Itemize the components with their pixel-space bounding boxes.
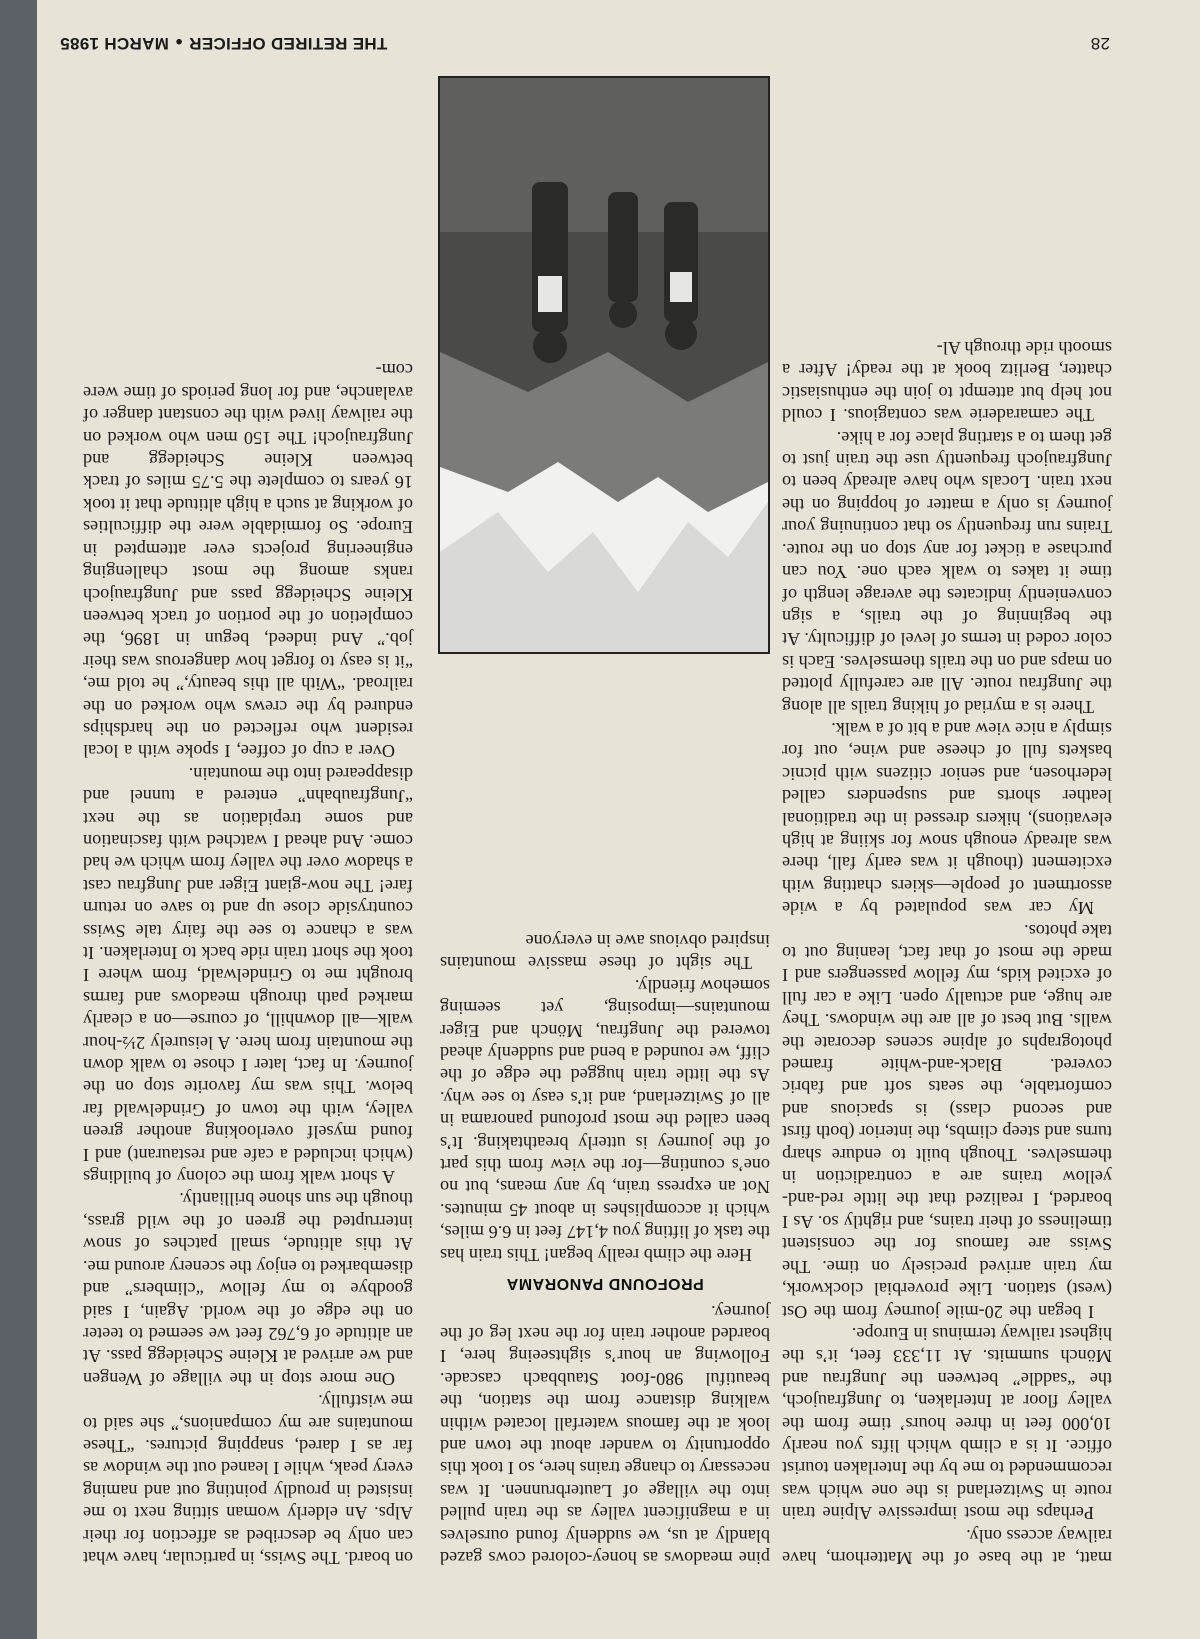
text-column-left: [782, 337, 1112, 1569]
paragraph: A short walk from the colony of buildings (which included a cafe and restaurant) and I found myself overlooking another green valley, with the town of Grindelwald far below. This was my favorite stop on the journey. In fact, later I chose to walk down the mountain from here. A leisurely 2½-hour walk—all downhill, of course—on a clearly marked path through meadows and farms brought me to Grindelwald, from where I took the short train ride back to Interlaken. It was a chance to see the fairy tale Swiss countryside close up and to save on return fare! The now-giant Eiger and Jungfrau cast a shadow over the valley from which we had come. And ahead I watched with fascination and some trepidation as the next “Jungfraubahn” entered a tunnel and disappeared into the mountain.: [83, 763, 413, 1188]
text-column-middle: [440, 930, 770, 1569]
magazine-page: [37, 0, 1200, 1639]
paragraph: The sight of these massive mountains inspired obvious awe in everyone: [440, 931, 770, 974]
paragraph: Here the climb really began! This train has the task of lifting you 4,147 feet in 6.6 miles, which it accomplishes in about 45 minutes. Not an express train, by any means, but no one’s counting—for the view from this part of the journey is utterly breathtaking. It’s been called the most profound panorama in all of Switzerland, and it’s easy to see why. As the little train hugged the edge of the cliff, we rounded a bend and suddenly ahead towered the Jungfrau, Mönch and Eiger mountains—imposing, yet seeming somehow friendly.: [440, 975, 770, 1265]
photo-icon: [440, 78, 768, 652]
paragraph: Over a cup of coffee, I spoke with a local resident who reflected on the hardships endured by the crews who worked on the railroad. “With all this beauty,” he told me, “it is easy to forget how dangerous was their job.” And indeed, begun in 1896, the completion of the portion of track between Kleine Scheidegg pass and Jungfraujoch ranks among the most challenging engineering projects ever attempted in Europe. So formidable were the difficulties of working at such a high altitude that it took 16 years to complete the 5.75 miles of track between Kleine Scheidegg and Jungfraujoch! The 150 men who worked on the railway lived with the constant danger of avalanche, and for long periods of time were com-: [83, 360, 413, 762]
paragraph: matt, at the base of the Matterhorn, have railway access only.: [782, 1525, 1112, 1568]
publication-name: THE RETIRED OFFICER: [188, 34, 388, 53]
text-column-right: [83, 359, 413, 1569]
subheading: PROFOUND PANORAMA: [506, 1275, 704, 1293]
paragraph: on board. The Swiss, in particular, have what can only be described as affection for their Alps. An elderly woman sitting next to me insisted in proudly pointing out and naming every peak, while I leaned out the window as far as I dared, snapping pictures. “These mountains are my companions,” she said to me wistfully.: [83, 1391, 413, 1568]
paragraph: The camaraderie was contagious. I could not help but attempt to join the enthusiastic chatter, Berlitz book at the ready! After a smooth ride through Al-: [782, 338, 1112, 426]
paragraph: One more stop in the village of Wengen and we arrived at Kleine Scheidegg pass. At an altitude of 6,762 feet we seemed to teeter on the edge of the world. Again, I said goodbye to my fellow “climbers” and disembarked to enjoy the scenery around me. At this altitude, small patches of snow interrupted the green of the wild grass, though the sun shone brilliantly.: [83, 1189, 413, 1389]
paragraph: pine meadows as honey-colored cows gazed blandly at us, we suddenly found ourselves in a magnificent valley as the train pulled into the village of Lauterbrunnen. It was necessary to change trains here, so I took this opportunity to wander about the town and look at the famous waterfall located within walking distance from the station, the beautiful 980-foot Staubbach cascade. Following an hour’s sightseeing here, I boarded another train for the next leg of the journey.: [440, 1301, 770, 1568]
bullet-separator: ●: [174, 35, 183, 50]
paragraph: There is a myriad of hiking trails all along the Jungfrau route. All are carefully plotted on maps and on the trails themselves. Each is color coded in terms of level of difficulty. At the beginning of the trails, a sign conveniently indicates the average length of time it takes to walk each one. You can purchase a ticket for any stop on the route. Trains run frequently so that continuing your journey is only a matter of hopping on the next train. Locals who have already been to Jungfraujoch frequently use the train just to get them to a starting place for a hike.: [782, 427, 1112, 717]
paragraph: I began the 20-mile journey from the Ost (west) station. Like proverbial clockwork, my train arrived precisely on time. The Swiss are famous for the consistent timeliness of their trains, and rightly so. As I boarded, I realized that the little red-and-yellow trains are a contradiction in themselves. Though built to endure sharp turns and steep climbs, the interior (both first and second class) is spacious and comfortable, the seats soft and fabric covered. Black-and-white framed photographs of alpine scenes decorate the walls. But best of all are the windows. They are huge, and actually open. Like a car full of excited kids, my fellow passengers and I made the most of that fact, leaning out to take photos.: [782, 920, 1112, 1322]
running-title: [60, 33, 387, 53]
paragraph: My car was populated by a wide assortment of people—skiers chatting with excitement (though it was early fall, there was already enough snow for skiing at high elevations), hikers dressed in the traditional leather shorts and suspenders called lederhosen, and senior citizens with picnic baskets full of cheese and wine, out for simply a nice view and a bit of a walk.: [782, 718, 1112, 919]
page-edge-shadow: [0, 0, 37, 1639]
page-number: 28: [1090, 34, 1110, 53]
issue-date: MARCH 1985: [60, 34, 169, 53]
paragraph: Perhaps the most impressive Alpine train route in Switzerland is the one which was recommended to me by the Interlaken tourist office. It is a climb which lifts you nearly 10,000 feet in three hours’ time from the valley floor at Interlaken, to Jungfraujoch, the “saddle” between the Jungfrau and Mönch summits. At 11,333 feet, it’s the highest railway terminus in Europe.: [782, 1323, 1112, 1524]
page-header: [60, 23, 1110, 53]
mountain-hikers-photo: [438, 76, 770, 654]
